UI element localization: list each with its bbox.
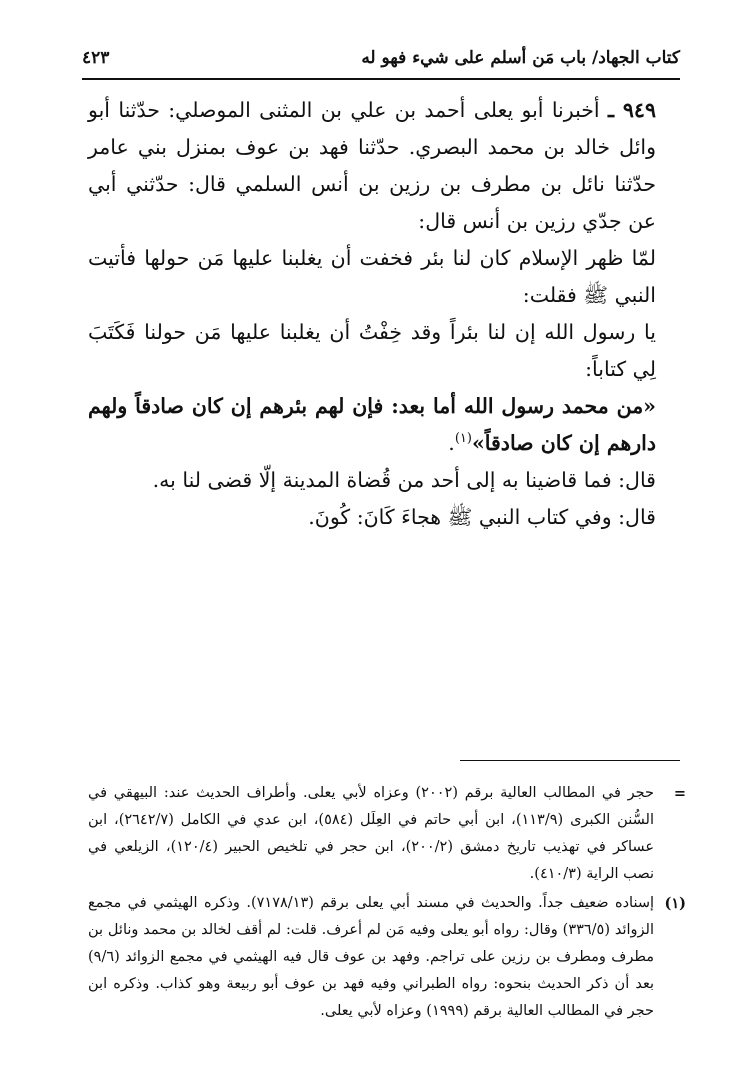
main-text <box>88 92 680 536</box>
footnote-ref-1[interactable]: (١) <box>454 431 472 447</box>
letter-text: «من محمد رسول الله أما بعد: فإن لهم بئرهم إن كان صادقاً ولهم دارهم إن كان صادقاً» <box>88 394 656 455</box>
hadith-matn-2: يا رسول الله إن لنا بئراً وقد خِفْتُ أن يغلبنا عليها مَن حولنا فَكَتَبَ لِي كتاباً: <box>88 320 656 381</box>
footnote-rule <box>460 760 680 761</box>
hadith-matn-1: لمّا ظهر الإسلام كان لنا بئر فخفت أن يغلبنا عليها مَن حولها فأتيت النبي ﷺ فقلت: <box>88 246 656 307</box>
prophet-letter <box>88 388 680 462</box>
hadith-matn-4: قال: وفي كتاب النبي ﷺ هجاءَ كَانَ: كُونَ. <box>308 505 656 529</box>
footnotes <box>88 780 686 1027</box>
isnad-text: أخبرنا أبو يعلى أحمد بن علي بن المثنى الموصلي: حدّثنا أبو وائل خالد بن محمد البصري. حدّثنا فهد بن عوف بمنزل بني عامر حدّثنا نائل بن مطرف بن رزين بن أنس السلمي قال: حدّثني أبي عن جدّي رزين بن أنس قال: <box>88 98 656 233</box>
hadith-matn-3: قال: فما قاضينا به إلى أحد من قُضاة المدينة إلّا قضى لنا به. <box>152 468 656 492</box>
footnote-continued-text: حجر في المطالب العالية برقم (٢٠٠٢) وعزاه لأبي يعلى. وأطراف الحديث عند: البيهقي في السُّنن الكبرى (١١٣/٩)، ابن أبي حاتم في العِلَل (٥٨٤)، ابن عدي في الكامل (٢٦٤٢/٧)، ابن عساكر في تهذيب تاريخ دمشق (٢٠٠/٢)، ابن حجر في تلخيص الحبير (١٢٠/٤)، الزيلعي في نصب الراية (٤١٠/٣). <box>88 785 654 882</box>
header-rule <box>82 78 680 80</box>
continued-mark: = <box>673 785 686 802</box>
footnote-1 <box>88 890 686 1025</box>
page-header <box>82 46 680 74</box>
letter-end: . <box>448 431 455 455</box>
hadith-number: ٩٤٩ ـ <box>607 98 656 122</box>
footnote-1-label: (١) <box>664 895 686 912</box>
footnote-continued <box>88 780 686 888</box>
hadith-isnad <box>88 92 680 240</box>
page-number: ٤٢٣ <box>82 48 110 68</box>
footnote-1-text: إسناده ضعيف جداً. والحديث في مسند أبي يعلى برقم (٧١٧٨/١٣). وذكره الهيثمي في مجمع الزوائد (٣٣٦/٥) وقال: رواه أبو يعلى وفيه مَن لم أعرف. قلت: لم أقف لخالد بن محمد ونائل بن مطرف ومطرف بن رزين على تراجم. وفهد بن عوف قال فيه الهيثمي في مجمع الزوائد (٩/٦) بعد أن ذكر الحديث بنحوه: رواه الطبراني وفيه فهد بن عوف أبو ربيعة وهو كذاب. وذكره ابن حجر في المطالب العالية برقم (١٩٩٩) وعزاه لأبي يعلى. <box>88 895 655 1019</box>
running-title: كتاب الجهاد/ باب مَن أسلم على شيء فهو له <box>361 48 680 68</box>
